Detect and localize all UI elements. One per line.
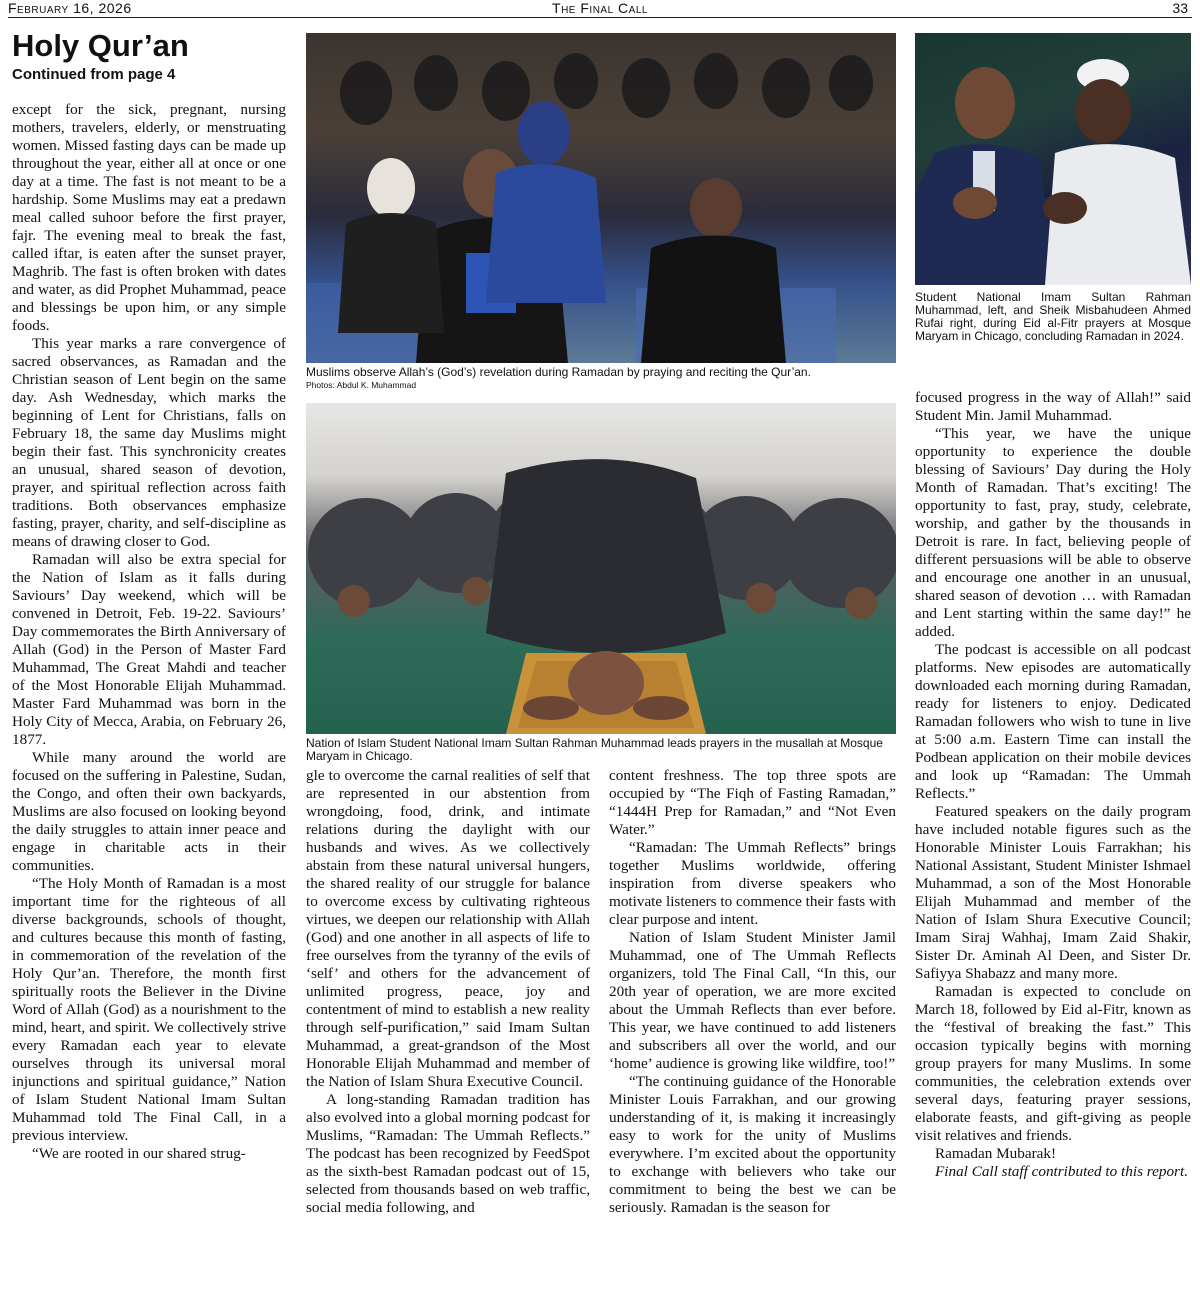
folio-rule: [8, 17, 1192, 18]
congregation-photo: [306, 33, 896, 363]
paragraph: “The continuing guidance of the Honorable Minister Louis Farrakhan, and our growing understanding of it, is making it increasingly easy to work for the unity of Muslims everywhere. I’m excited about the opportunity to exchange with believers who take our commitment to being the best we can be seriously. Ramadan is the season for: [609, 1073, 896, 1216]
prostration-photo: [306, 403, 896, 734]
page-folio: [0, 0, 1200, 18]
paragraph: except for the sick, pregnant, nursing mothers, travelers, elderly, or menstruating women. Missed fasting days can be made up throughout the year, either all at once or one day at a time. The fast is not meant to be a hardship. Some Muslims may eat a predawn meal called suhoor before the first prayer, fajr. The evening meal to break the fast, called iftar, is eaten after the sunset prayer, Maghrib. The fast is often broken with dates and water, as did Prophet Muhammad, peace and blessings be upon him, or any simple foods.: [12, 101, 286, 334]
article-column-4: [915, 389, 1191, 1181]
issue-date: February 16, 2026: [8, 0, 132, 16]
paragraph: “The Holy Month of Ramadan is a most important time for the righteous of all diverse backgrounds, schools of thought, and cultures because this month of fasting, in commemoration of the revelation of the Holy Qur’an. Therefore, the month first spiritually roots the Believer in the Divine Word of Allah (God) as a nourishment to the mind, heart, and spirit. We collectively strive every Ramadan each year to elevate ourselves through its universal moral injunctions and spiritual guidance,” Nation of Islam Student National Imam Sultan Muhammad told The Final Call, in a previous interview.: [12, 875, 286, 1144]
continued-from-label: Continued from page 4: [12, 66, 176, 83]
prostration-photo-caption: Nation of Islam Student National Imam Sultan Rahman Muhammad leads prayers in the musallah at Mosque Maryam in Chicago.: [306, 736, 883, 763]
article-headline: Holy Qur’an: [12, 28, 189, 63]
paragraph: Ramadan will also be extra special for the Nation of Islam as it falls during Saviours’ Day weekend, which will be convened in Detroit, Feb. 19-22. Saviours’ Day commemorates the Birth Anniversary of Allah (God) in the Person of Master Fard Muhammad, The Great Mahdi and teacher of the Most Honorable Elijah Muhammad. Master Fard Muhammad was born in the Holy City of Mecca, Arabia, on February 26, 1877.: [12, 551, 286, 748]
paragraph: A long-standing Ramadan tradition has also evolved into a global morning podcast for Muslims, “Ramadan: The Ummah Reflects.” The podcast has been recognized by FeedSpot as the sixth-best Ramadan podcast out of 15, selected from thousands based on web traffic, social media following, and: [306, 1091, 590, 1216]
paragraph: “We are rooted in our shared strug-: [32, 1145, 246, 1162]
eid-prayer-photo: [915, 33, 1191, 285]
paragraph: Featured speakers on the daily program have included notable figures such as the Honorable Minister Louis Farrakhan; his National Assistant, Student Minister Ishmael Muhammad, a son of the Most Honorable Elijah Muhammad and member of the Nation of Islam Shura Executive Council; Imam Siraj Wahhaj, Imam Zaid Shakir, Sister Dr. Aminah Al Deen, and Sister Dr. Safiyya Shabazz and many more.: [915, 803, 1191, 982]
closing-line: Ramadan Mubarak!: [935, 1145, 1057, 1162]
article-column-3: [609, 767, 896, 1217]
page-number: 33: [1172, 0, 1188, 16]
staff-credit: Final Call staff contributed to this report.: [935, 1163, 1188, 1180]
paragraph: focused progress in the way of Allah!” said Student Min. Jamil Muhammad.: [915, 389, 1191, 424]
congregation-photo-caption: Muslims observe Allah’s (God’s) revelation during Ramadan by praying and reciting the Qur’an.: [306, 365, 811, 379]
paragraph: The podcast is accessible on all podcast platforms. New episodes are automatically downloaded each morning during Ramadan, ready for listeners to enjoy. Dedicated Ramadan followers who wish to tune in live at 5:00 a.m. Eastern Time can install the Podbean application on their mobile devices and look up “Ramadan: The Ummah Reflects.”: [915, 641, 1191, 802]
article-column-2: [306, 767, 590, 1217]
photo-credit: Photos: Abdul K. Muhammad: [306, 380, 417, 390]
eid-prayer-photo-caption: Student National Imam Sultan Rahman Muhammad, left, and Sheik Misbahudeen Ahmed Rufai right, during Eid al-Fitr prayers at Mosque Maryam in Chicago, concluding Ramadan in 2024.: [915, 290, 1191, 343]
paragraph: “Ramadan: The Ummah Reflects” brings together Muslims worldwide, offering inspiration from diverse speakers who motivate listeners to commence their fasts with clear purpose and intent.: [609, 839, 896, 928]
paragraph: “This year, we have the unique opportunity to experience the double blessing of Saviours’ Day during the Holy Month of Ramadan. That’s exciting! The opportunity to fast, pray, study, celebrate, worship, and gather by the thousands in Detroit is rare. In fact, believing people of different persuasions will be able to observe and encourage one another in an unusual, shared season of devotion … with Ramadan and Lent starting within the same day!” he added.: [915, 425, 1191, 640]
paragraph: While many around the world are focused on the suffering in Palestine, Sudan, the Congo, and often their own backyards, Muslims are also focused on looking beyond the daily struggles to attain inner peace and engage in charitable acts in their communities.: [12, 749, 286, 874]
paragraph: Ramadan is expected to conclude on March 18, followed by Eid al-Fitr, known as the “festival of breaking the fast.” This occasion typically begins with morning group prayers for many Muslims. In some communities, the celebration extends over several days, featuring prayer sessions, elaborate feasts, and gift-giving as people visit relatives and friends.: [915, 983, 1191, 1144]
paragraph: gle to overcome the carnal realities of self that are represented in our abstention from wrongdoing, food, drink, and intimate relations during the daylight with our husbands and wives. As we collectively abstain from these natural universal hungers, the shared reality of our struggle for balance to overcome excess by cultivating righteous virtues, we deepen our relationship with Allah (God) and one another in all aspects of life to free ourselves from the tyranny of the evils of ‘self’ and others for the advancement of unlimited progress, peace, joy and contentment of mind to establish a new reality through self-purification,” said Imam Sultan Muhammad, a great-grandson of the Most Honorable Elijah Muhammad and member of the Nation of Islam Shura Executive Council.: [306, 767, 590, 1090]
newspaper-name: The Final Call: [552, 0, 648, 16]
article-column-1: [12, 101, 286, 1163]
paragraph: This year marks a rare convergence of sacred observances, as Ramadan and the Christian season of Lent begin on the same day. Ash Wednesday, which marks the beginning of Lent for Christians, falls on February 18, the same day Muslims might begin their fast. This synchronicity creates an unusual, shared season of devotion, prayer, and spiritual reflection across faith traditions. Both observances emphasize fasting, prayer, charity, and self-discipline as means of drawing closer to God.: [12, 335, 286, 550]
paragraph: Nation of Islam Student Minister Jamil Muhammad, one of The Ummah Reflects organizers, told The Final Call, “In this, our 20th year of operation, we are more excited about the Ummah Reflects than ever before. This year, we have continued to add listeners and subscribers all over the world, and our ‘home’ audience is growing like wildfire, too!”: [609, 929, 896, 1072]
paragraph: content freshness. The top three spots are occupied by “The Fiqh of Fasting Ramadan,” “1444H Prep for Ramadan,” and “Not Even Water.”: [609, 767, 896, 838]
